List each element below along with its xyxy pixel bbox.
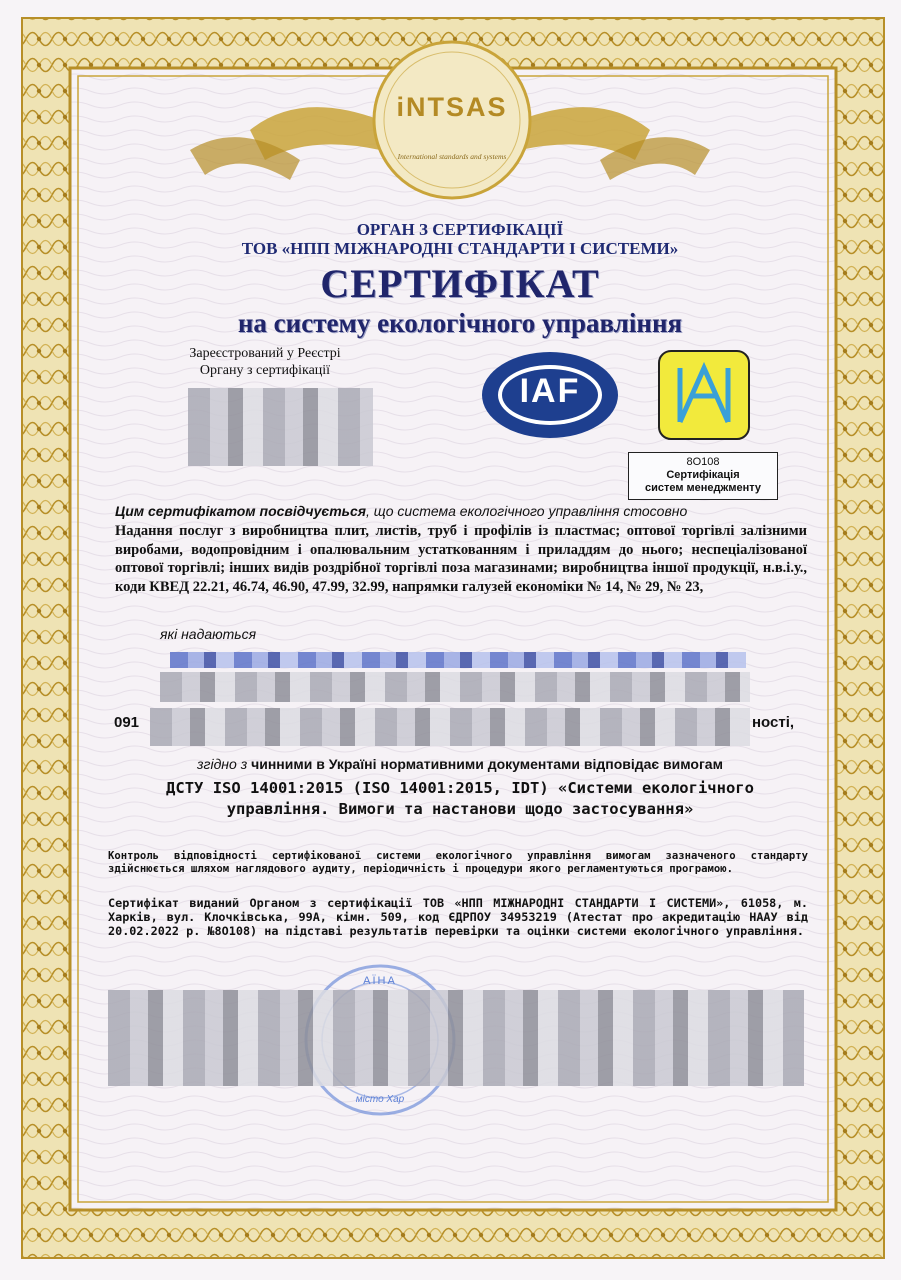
redacted-organization-address bbox=[160, 672, 750, 702]
accreditation-line-2: систем менеджменту bbox=[644, 482, 762, 494]
certificate-subtitle: на систему екологічного управління bbox=[237, 308, 683, 338]
code-prefix: 091 bbox=[114, 714, 140, 731]
stamp-bottom-text: місто Хар bbox=[355, 1094, 405, 1105]
redacted-registry-number bbox=[188, 388, 373, 466]
issuer-line-2: ТОВ «НПП МІЖНАРОДНІ СТАНДАРТИ І СИСТЕМИ» bbox=[241, 239, 679, 258]
conformity-part-1: згідно з bbox=[197, 756, 252, 772]
conformity-part-2: чинними в Україні нормативними документами bbox=[251, 756, 580, 772]
conformity-part-3: відповідає вимогам bbox=[579, 756, 723, 772]
registry-line-1: Зареєстрований у Реєстрі bbox=[189, 346, 341, 361]
certifies-lead-rest: , що система екологічного управління стосовно bbox=[366, 503, 688, 519]
control-text: Контроль відповідності сертифікованої системи екологічного управління вимогам зазначеного стандарту здійснюється шляхом наглядового аудиту, періодичність і процедури якого регламентуються програмою. bbox=[108, 850, 808, 875]
iaf-label: IAF bbox=[519, 372, 581, 410]
redacted-signature-block bbox=[108, 990, 804, 1086]
accreditation-code: 8O108 bbox=[686, 456, 720, 468]
certified-scope: Надання послуг з виробництва плит, листів, труб і профілів із пластмас; оптової торгівлі залізними виробами, водопровідним і опалювальним устаткованням і приладдям до нього; неспеціалізованої оптової торгівлі; інших видів роздрібної торгівлі поза магазинами; виробництва іншої продукції, н.в.і.у., коди КВЕД 22.21, 46.74, 46.90, 47.99, 32.99, напрямки галузей економіки № 14, № 29, № 23, bbox=[115, 523, 807, 595]
provided-label: які надаються bbox=[160, 626, 257, 642]
naau-mark-icon bbox=[658, 350, 750, 440]
conformity-line bbox=[115, 756, 805, 772]
certificate-title: СЕРТИФІКАТ bbox=[320, 261, 600, 306]
redacted-organization-name bbox=[170, 652, 746, 668]
certifies-lead-emphasis: Цим сертифікатом посвідчується bbox=[115, 503, 367, 519]
issued-text: Сертифікат виданий Органом з сертифікації ТОВ «НПП МІЖНАРОДНІ СТАНДАРТИ І СИСТЕМИ», 61058, м. Харків, вул. Клочківська, 99А, кімн. 509, код ЄДРПОУ 34953219 (Атестат про акредитацію НААУ від 20.02.2022 р. №8О108) на підставі результатів перевірки та оцінки системи екологічного управління. bbox=[108, 896, 808, 938]
code-suffix: ності, bbox=[752, 714, 795, 731]
logo-tagline: International standards and systems bbox=[397, 152, 507, 161]
certifies-lead bbox=[115, 503, 815, 519]
registry-line-2: Органу з сертифікації bbox=[199, 363, 331, 378]
intsas-logo: iNTSAS bbox=[396, 92, 508, 122]
redacted-activity-code bbox=[150, 708, 750, 746]
stamp-top-text: АЇНА bbox=[363, 975, 397, 987]
issuer-line-1: ОРГАН З СЕРТИФІКАЦІЇ bbox=[356, 220, 564, 239]
accreditation-line-1: Сертифікація bbox=[666, 469, 740, 481]
standard-name: ДСТУ ISO 14001:2015 (ISO 14001:2015, IDT) «Системи екологічного управління. Вимоги та настанови щодо застосування» bbox=[166, 779, 754, 818]
accreditation-box bbox=[628, 452, 778, 500]
